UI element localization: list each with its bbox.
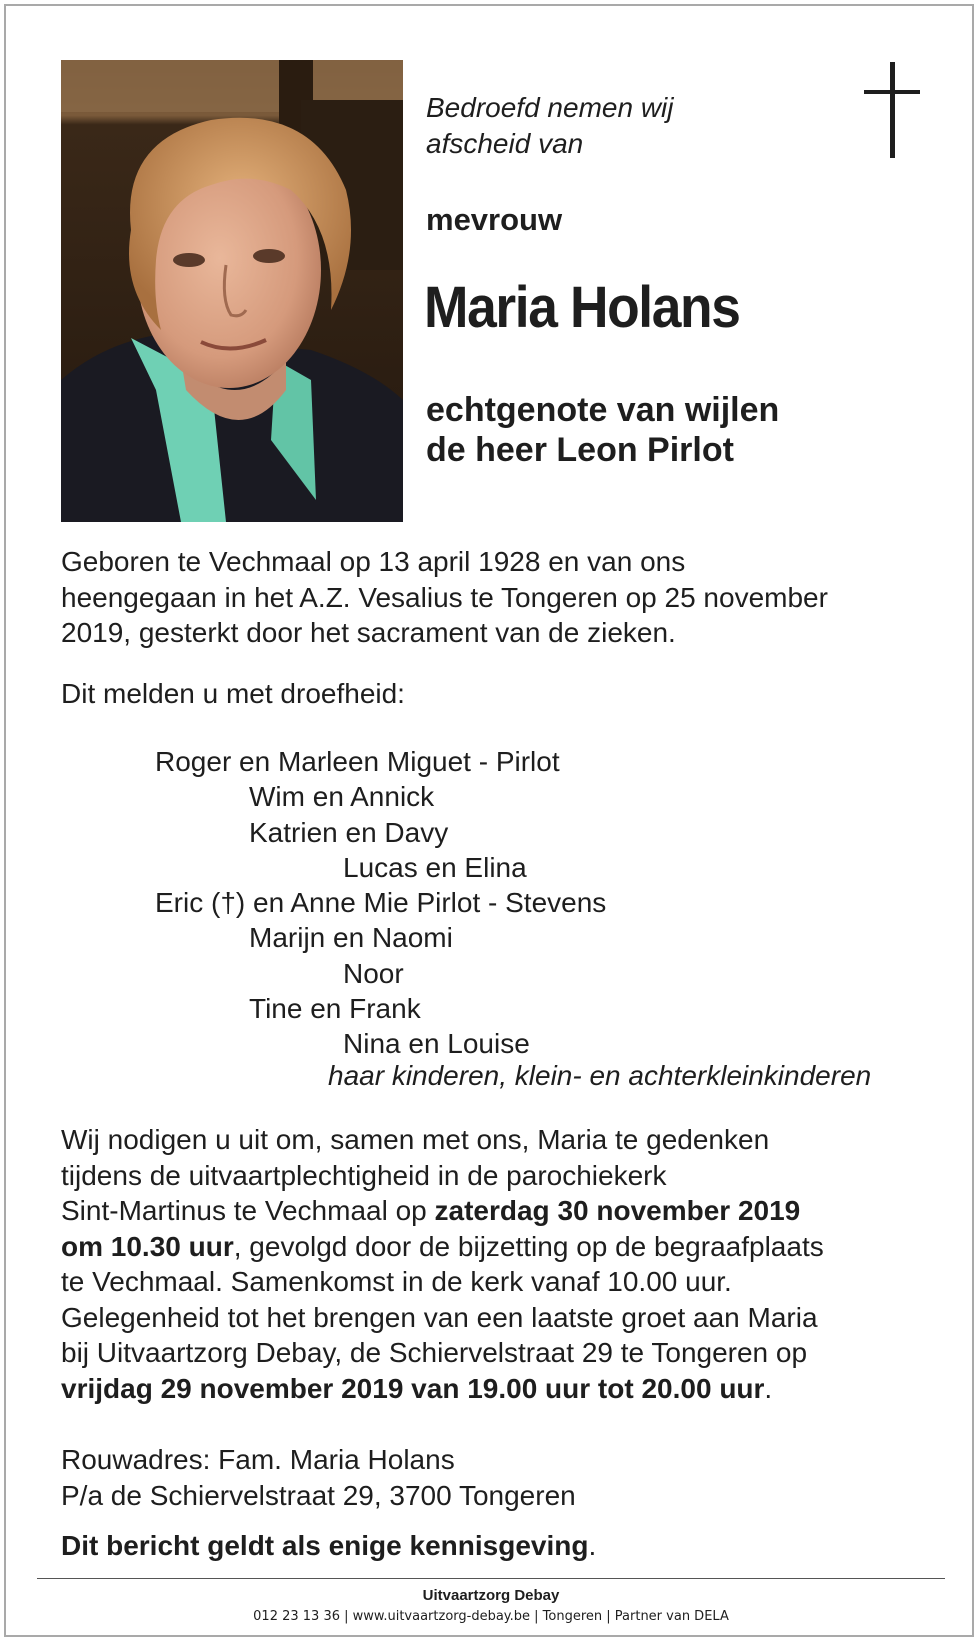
ceremony-invitation — [61, 1122, 824, 1406]
ceremony-time: om 10.30 uur — [61, 1230, 234, 1262]
spouse-line: de heer Leon Pirlot — [426, 431, 734, 469]
latin-cross-icon — [864, 62, 922, 162]
intro-text — [426, 90, 673, 162]
text-line: 2019, gesterkt door het sacrament van de zieken. — [61, 617, 676, 648]
notice-bold: Dit bericht geldt als enige kennisgeving — [61, 1530, 589, 1561]
mourning-address — [61, 1442, 576, 1513]
text-span: . — [764, 1372, 773, 1404]
family-list — [6, 744, 606, 1062]
text-line: P/a de Schiervelstraat 29, 3700 Tongeren — [61, 1479, 576, 1511]
announcement-line: Dit melden u met droefheid: — [61, 678, 405, 709]
honorific: mevrouw — [426, 202, 563, 237]
funeral-home-name: Uitvaartzorg Debay — [422, 1587, 560, 1604]
ceremony-date: zaterdag 30 november 2019 — [434, 1195, 801, 1226]
portrait-photo — [61, 60, 403, 522]
text-line: Gelegenheid tot het brengen van een laatste groet aan Maria — [61, 1301, 818, 1333]
family-member: Lucas en Elina — [343, 851, 527, 883]
text-line — [61, 1193, 824, 1229]
family-member: Eric (†) en Anne Mie Pirlot - Stevens — [155, 887, 607, 919]
funeral-home-contact: 012 23 13 36 | www.uitvaartzorg-debay.be | Tongeren | Partner van DELA — [253, 1609, 729, 1624]
portrait-image — [61, 60, 403, 522]
intro-line: afscheid van — [426, 128, 584, 159]
text-line: heengegaan in het A.Z. Vesalius te Tongeren op 25 november — [61, 581, 828, 613]
family-member: Noor — [343, 957, 404, 989]
birth-death-paragraph — [61, 544, 828, 651]
family-member: Marijn en Naomi — [249, 922, 453, 954]
family-member: Nina en Louise — [343, 1028, 530, 1060]
notice-line — [61, 1530, 596, 1562]
text-line: Rouwadres: Fam. Maria Holans — [61, 1444, 455, 1475]
text-line: Wij nodigen u uit om, samen met ons, Maria te gedenken — [61, 1124, 770, 1155]
footer-divider — [37, 1578, 945, 1579]
intro-line: Bedroefd nemen wij — [426, 92, 674, 123]
text-span: Sint-Martinus te Vechmaal op — [61, 1195, 435, 1226]
family-member: Wim en Annick — [249, 781, 435, 813]
family-member: Katrien en Davy — [249, 816, 449, 848]
visitation-datetime: vrijdag 29 november 2019 van 19.00 uur tot 20.00 uur — [61, 1372, 765, 1404]
deceased-name: Maria Holans — [424, 275, 740, 340]
text-line: Geboren te Vechmaal op 13 april 1928 en van ons — [61, 546, 686, 577]
text-line: bij Uitvaartzorg Debay, de Schiervelstraat 29 te Tongeren op — [61, 1337, 808, 1368]
text-line — [61, 1229, 824, 1265]
notice-tail: . — [588, 1530, 597, 1561]
spouse-line: echtgenote van wijlen — [426, 391, 780, 429]
family-caption: haar kinderen, klein- en achterkleinkinderen — [328, 1060, 872, 1091]
spouse-info — [426, 390, 779, 470]
text-line: te Vechmaal. Samenkomst in de kerk vanaf 10.00 uur. — [61, 1266, 732, 1297]
text-line: tijdens de uitvaartplechtigheid in de parochiekerk — [61, 1159, 667, 1191]
obituary-card — [4, 4, 974, 1637]
text-line — [61, 1371, 824, 1407]
family-member: Roger en Marleen Miguet - Pirlot — [155, 746, 560, 777]
text-span: , gevolgd door de bijzetting op de begraafplaats — [233, 1230, 824, 1262]
family-member: Tine en Frank — [249, 993, 421, 1025]
